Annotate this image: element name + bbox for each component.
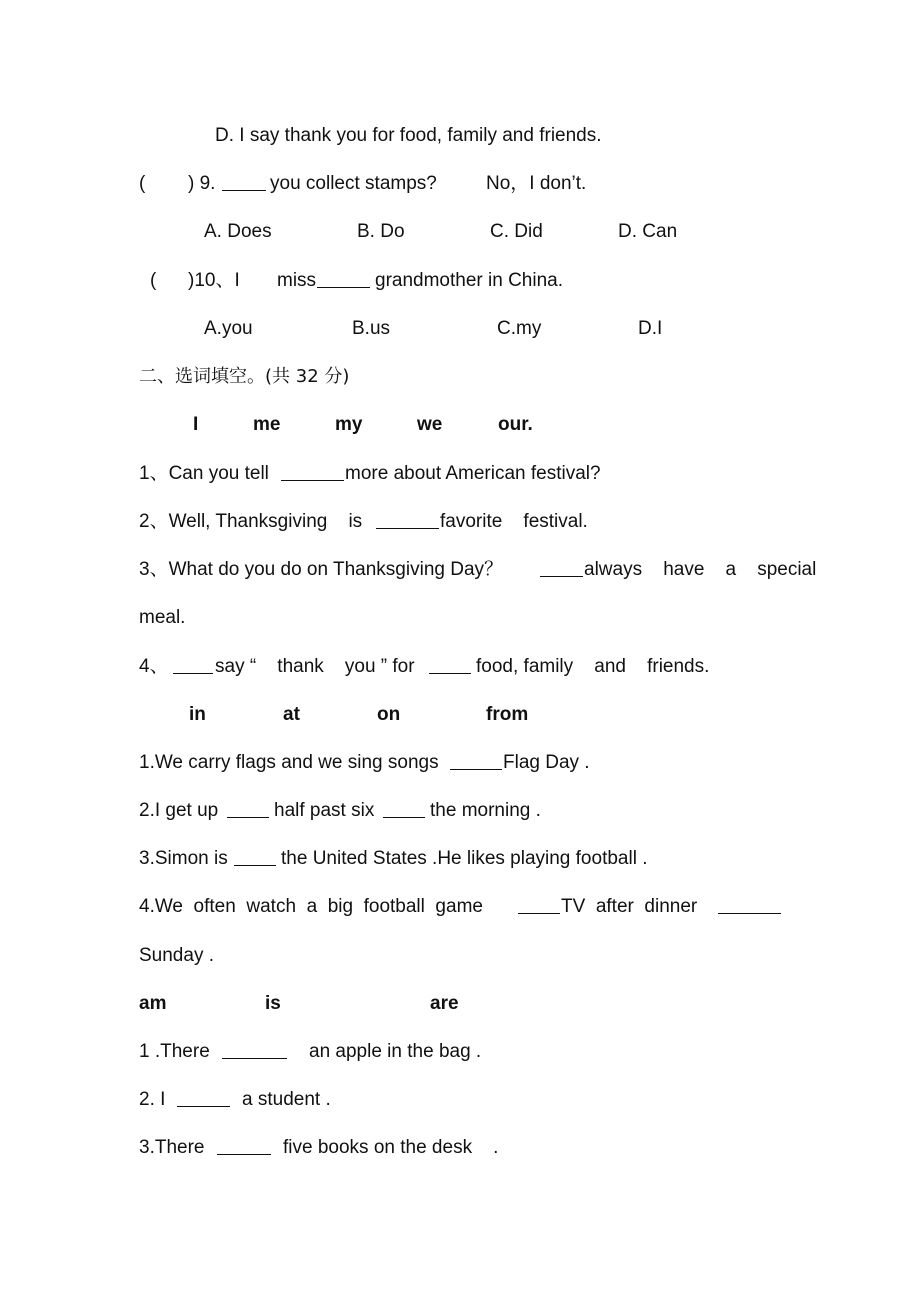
word-bank-c-1: am	[139, 993, 167, 1014]
word-bank-c-2: is	[265, 993, 281, 1014]
b1-blank	[450, 751, 502, 770]
b4-cont: Sunday .	[139, 945, 214, 966]
b2-pre: 2.I get up	[139, 800, 219, 821]
a2-pre: 2、Well, Thanksgiving is	[139, 511, 363, 532]
a2-post: favorite festival.	[440, 511, 588, 532]
q9-option-a: A. Does	[204, 221, 272, 242]
q9-number: ) 9.	[188, 173, 216, 194]
b4-blank-1	[518, 895, 560, 914]
b3-post: the United States .He likes playing football .	[281, 848, 648, 869]
q9-blank	[222, 172, 266, 191]
c3-pre: 3.There	[139, 1137, 205, 1158]
a1-post: more about American festival?	[345, 463, 601, 484]
word-bank-c-3: are	[430, 993, 459, 1014]
q9-answer: No，I don’t.	[486, 173, 587, 194]
q10-paren-open: (	[150, 270, 157, 291]
a4-pre: 4、	[139, 656, 169, 677]
a1-pre: 1、Can you tell	[139, 463, 269, 484]
section-title: 二、选词填空。(共 32 分)	[139, 366, 350, 387]
a3-pre: 3、What do you do on Thanksgiving Day？	[139, 559, 504, 580]
word-bank-b-1: in	[189, 704, 206, 725]
a3-blank	[540, 558, 583, 577]
c3-post: five books on the desk .	[283, 1137, 499, 1158]
c2-post: a student .	[242, 1089, 331, 1110]
word-bank-a-4: we	[417, 414, 443, 435]
a3-post: always have a special	[584, 559, 817, 580]
a1-blank	[281, 462, 344, 481]
q10-option-a: A.you	[204, 318, 253, 339]
c1-post: an apple in the bag .	[309, 1041, 482, 1062]
word-bank-a-1: I	[193, 414, 199, 435]
c2-blank	[177, 1088, 230, 1107]
a4-blank-1	[173, 655, 213, 674]
b2-post: the morning .	[430, 800, 541, 821]
a4-blank-2	[429, 655, 471, 674]
b4-blank-2	[718, 895, 781, 914]
a4-mid: say “ thank you ” for	[215, 656, 415, 677]
a2-blank	[376, 510, 439, 529]
c1-blank	[222, 1040, 287, 1059]
c1-pre: 1 .There	[139, 1041, 210, 1062]
word-bank-a-2: me	[253, 414, 281, 435]
b4-pre: 4.We often watch a big football game	[139, 896, 483, 917]
q10-blank	[317, 269, 370, 288]
b2-blank-1	[227, 799, 269, 818]
q9-option-d: D. Can	[618, 221, 678, 242]
q10-number: )10、I	[188, 270, 240, 291]
b3-pre: 3.Simon is	[139, 848, 228, 869]
b2-blank-2	[383, 799, 425, 818]
c2-pre: 2. I	[139, 1089, 166, 1110]
word-bank-b-4: from	[486, 704, 529, 725]
b1-pre: 1.We carry flags and we sing songs	[139, 752, 439, 773]
b1-post: Flag Day .	[503, 752, 590, 773]
q9-stem: you collect stamps?	[270, 173, 437, 194]
b3-blank	[234, 847, 276, 866]
word-bank-b-3: on	[377, 704, 401, 725]
b2-mid: half past six	[274, 800, 375, 821]
q10-miss: miss	[277, 270, 317, 291]
a4-post: food, family and friends.	[476, 656, 710, 677]
word-bank-a-3: my	[335, 414, 363, 435]
b4-mid: TV after dinner	[561, 896, 698, 917]
q10-option-d: D.I	[638, 318, 663, 339]
q10-option-b: B.us	[352, 318, 391, 339]
q9-option-c: C. Did	[490, 221, 543, 242]
q9-paren-open: (	[139, 173, 146, 194]
q9-option-b: B. Do	[357, 221, 405, 242]
q10-stem: grandmother in China.	[375, 270, 563, 291]
q10-option-c: C.my	[497, 318, 542, 339]
q8-option-d: D. I say thank you for food, family and friends.	[215, 125, 602, 146]
word-bank-a-5: our.	[498, 414, 533, 435]
c3-blank	[217, 1136, 271, 1155]
a3-cont: meal.	[139, 607, 186, 628]
word-bank-b-2: at	[283, 704, 300, 725]
